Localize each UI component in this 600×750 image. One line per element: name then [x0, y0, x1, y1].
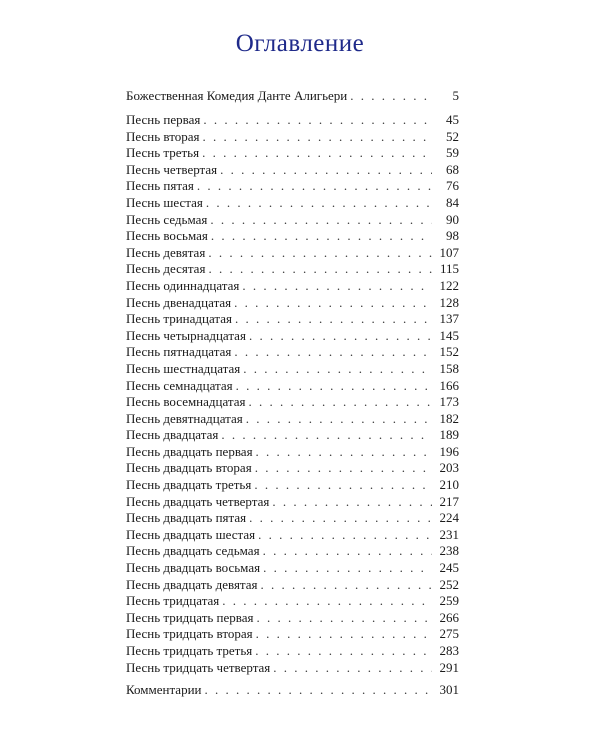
dot-leader: [204, 682, 432, 699]
toc-entry[interactable]: [126, 261, 459, 278]
toc-entry-page: 84: [446, 194, 459, 210]
toc-entry-page: 266: [439, 609, 459, 625]
toc-entry-page: 137: [439, 311, 459, 327]
toc-entry-label: Песнь четырнадцатая: [126, 327, 246, 343]
toc-entry-label: Песнь двадцать четвертая: [126, 493, 270, 509]
toc-entry-label: Песнь тринадцатая: [126, 311, 233, 327]
toc-entry[interactable]: [126, 311, 459, 328]
toc-entry-page: 59: [446, 145, 459, 161]
toc-entry-label: Песнь шестая: [126, 194, 203, 210]
toc-entry-page: 217: [439, 493, 459, 509]
toc-entry-page: 245: [439, 560, 459, 576]
dot-leader: [220, 162, 432, 179]
toc-chapter-list: [126, 112, 459, 676]
toc-entry-page: 173: [439, 394, 459, 410]
toc-entry[interactable]: [126, 427, 459, 444]
toc-entry[interactable]: [126, 145, 459, 162]
toc-entry-page: 107: [439, 244, 459, 260]
toc-entry-page: 189: [439, 427, 459, 443]
toc-entry-label: Песнь двадцать пятая: [126, 510, 247, 526]
toc-entry-label: Песнь тридцать вторая: [126, 626, 253, 642]
dot-leader: [257, 610, 433, 627]
toc-entry-label: Песнь двадцать вторая: [126, 460, 252, 476]
toc-entry-label: Песнь двенадцатая: [126, 294, 232, 310]
dot-leader: [208, 261, 432, 278]
toc-entry[interactable]: [126, 228, 459, 245]
toc-entry[interactable]: [126, 560, 459, 577]
toc-entry[interactable]: [126, 162, 459, 179]
toc-entry-page: 259: [439, 593, 459, 609]
toc-entry[interactable]: [126, 682, 459, 699]
dot-leader: [249, 394, 432, 411]
toc-entry[interactable]: [126, 660, 459, 677]
dot-leader: [206, 195, 432, 212]
toc-entry-page: 128: [439, 294, 459, 310]
toc-entry[interactable]: [126, 477, 459, 494]
dot-leader: [350, 88, 432, 105]
dot-leader: [272, 494, 432, 511]
toc-entry-label: Песнь девятнадцатая: [126, 410, 243, 426]
toc-entry-page: 52: [446, 128, 459, 144]
toc-entry-label: Песнь двадцать первая: [126, 443, 253, 459]
toc-entry-page: 45: [446, 112, 459, 127]
dot-leader: [234, 295, 432, 312]
dot-leader: [255, 643, 432, 660]
dot-leader: [197, 178, 432, 195]
toc-entry[interactable]: [126, 245, 459, 262]
toc-entry[interactable]: [126, 344, 459, 361]
toc-entry-label: Песнь двадцать седьмая: [126, 543, 260, 559]
dot-leader: [263, 543, 432, 560]
toc-entry-page: 98: [446, 228, 459, 244]
toc-entry-page: 238: [439, 543, 459, 559]
toc-entry-label: Песнь восемнадцатая: [126, 394, 246, 410]
toc-entry-label: Песнь вторая: [126, 128, 200, 144]
toc-entry-label: Песнь седьмая: [126, 211, 208, 227]
toc-entry[interactable]: [126, 195, 459, 212]
toc-entry-page: 301: [439, 682, 459, 697]
dot-leader: [256, 444, 432, 461]
toc-intro: [126, 88, 459, 105]
toc-entry-page: 275: [439, 626, 459, 642]
toc-entry-label: Песнь двадцать восьмая: [126, 560, 261, 576]
dot-leader: [256, 626, 432, 643]
toc-entry[interactable]: [126, 643, 459, 660]
toc-entry[interactable]: [126, 212, 459, 229]
dot-leader: [210, 212, 432, 229]
toc-entry[interactable]: [126, 378, 459, 395]
toc-entry[interactable]: [126, 577, 459, 594]
toc-entry[interactable]: [126, 129, 459, 146]
toc-entry-page: 210: [439, 477, 459, 493]
toc-entry[interactable]: [126, 510, 459, 527]
toc-entry-label: Песнь девятая: [126, 244, 206, 260]
toc-entry[interactable]: [126, 278, 459, 295]
toc-entry[interactable]: [126, 460, 459, 477]
dot-leader: [234, 344, 432, 361]
toc-entry-page: 166: [439, 377, 459, 393]
toc-entry[interactable]: [126, 112, 459, 129]
toc-entry-label: Песнь шестнадцатая: [126, 360, 241, 376]
toc-comments: [126, 682, 459, 699]
toc-entry[interactable]: [126, 295, 459, 312]
dot-leader: [255, 460, 432, 477]
dot-leader: [273, 660, 432, 677]
dot-leader: [243, 361, 432, 378]
toc-entry-label: Песнь восьмая: [126, 228, 208, 244]
toc-entry[interactable]: [126, 178, 459, 195]
dot-leader: [236, 378, 432, 395]
toc-entry[interactable]: [126, 394, 459, 411]
toc-entry-page: 145: [439, 327, 459, 343]
dot-leader: [203, 112, 432, 129]
toc-entry-label: Песнь тридцать четвертая: [126, 659, 271, 675]
dot-leader: [222, 593, 432, 610]
dot-leader: [202, 145, 432, 162]
toc-entry[interactable]: [126, 444, 459, 461]
toc-entry-page: 224: [439, 510, 459, 526]
toc-entry-label: Божественная Комедия Данте Алигьери: [126, 88, 348, 103]
toc-entry[interactable]: [126, 411, 459, 428]
dot-leader: [246, 411, 432, 428]
toc-entry-label: Песнь третья: [126, 145, 200, 161]
toc-entry-label: Песнь пятая: [126, 178, 194, 194]
toc-entry-label: Песнь тридцатая: [126, 593, 220, 609]
dot-leader: [202, 129, 432, 146]
toc-entry-label: Песнь четвертая: [126, 161, 218, 177]
dot-leader: [249, 328, 432, 345]
toc-entry-label: Песнь тридцать третья: [126, 643, 253, 658]
toc-entry[interactable]: [126, 543, 459, 560]
toc-entry[interactable]: [126, 88, 459, 105]
dot-leader: [263, 560, 432, 577]
toc-entry-page: 158: [439, 360, 459, 376]
toc-entry-page: 152: [439, 344, 459, 360]
toc-entry-label: Песнь тридцать первая: [126, 609, 254, 625]
dot-leader: [242, 278, 432, 295]
dot-leader: [208, 245, 432, 262]
toc-entry-label: Комментарии: [126, 682, 202, 697]
toc-entry-label: Песнь двадцать третья: [126, 477, 252, 493]
toc-entry-page: 182: [439, 410, 459, 426]
toc-entry[interactable]: [126, 527, 459, 544]
toc-entry-page: 203: [439, 460, 459, 476]
toc-entry-page: 252: [439, 576, 459, 592]
toc-entry-label: Песнь двадцатая: [126, 427, 219, 443]
toc-entry-page: 76: [446, 178, 459, 194]
toc-entry[interactable]: [126, 361, 459, 378]
toc-entry-page: 68: [446, 161, 459, 177]
toc-entry[interactable]: [126, 593, 459, 610]
dot-leader: [261, 577, 432, 594]
toc-entry-label: Песнь семнадцатая: [126, 377, 233, 393]
toc-entry-page: 122: [439, 277, 459, 293]
dot-leader: [258, 527, 432, 544]
toc-entry-label: Песнь двадцать девятая: [126, 576, 258, 592]
dot-leader: [235, 311, 432, 328]
toc-entry-page: 291: [439, 659, 459, 675]
toc-entry-label: Песнь пятнадцатая: [126, 344, 232, 360]
toc-entry-label: Песнь первая: [126, 112, 201, 127]
toc-entry-page: 196: [439, 443, 459, 459]
toc-entry[interactable]: [126, 626, 459, 643]
toc-entry[interactable]: [126, 494, 459, 511]
toc-entry-page: 5: [452, 88, 459, 103]
dot-leader: [211, 228, 432, 245]
toc-entry-page: 115: [439, 261, 459, 277]
dot-leader: [221, 427, 432, 444]
toc-entry[interactable]: [126, 328, 459, 345]
dot-leader: [249, 510, 432, 527]
dot-leader: [254, 477, 432, 494]
toc-entry-page: 90: [446, 211, 459, 227]
page-title: Оглавление: [235, 30, 365, 57]
toc-entry-label: Песнь одиннадцатая: [126, 277, 240, 293]
toc-entry-page: 283: [439, 643, 459, 658]
toc-entry-label: Песнь десятая: [126, 261, 206, 277]
toc-entry-page: 231: [439, 526, 459, 542]
toc-entry-label: Песнь двадцать шестая: [126, 526, 256, 542]
toc-entry[interactable]: [126, 610, 459, 627]
